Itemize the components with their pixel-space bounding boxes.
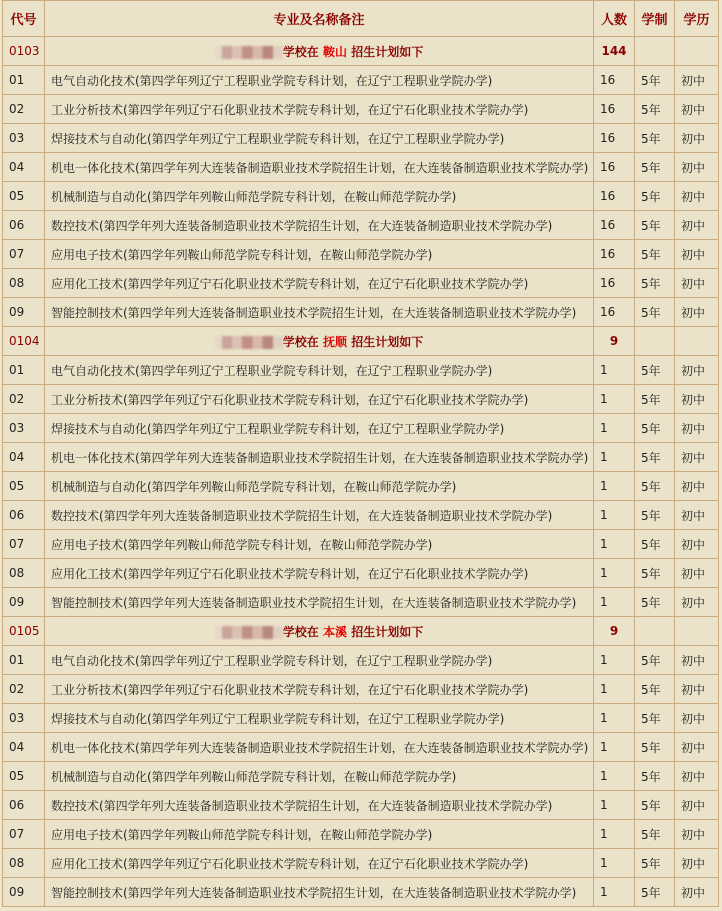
major-name: 应用电子技术(第四学年列鞍山师范学院专科计划，在鞍山师范学院办学)	[45, 820, 594, 849]
header-edu: 学历	[675, 1, 719, 37]
major-name: 智能控制技术(第四学年列大连装备制造职业技术学院招生计划，在大连装备制造职业技术学院办学)	[45, 588, 594, 617]
major-years: 5年	[635, 182, 675, 211]
table-row	[3, 530, 719, 559]
major-count: 1	[594, 414, 635, 443]
major-count: 16	[594, 95, 635, 124]
major-years: 5年	[635, 443, 675, 472]
major-edu: 初中	[675, 211, 719, 240]
major-years: 5年	[635, 153, 675, 182]
major-name: 工业分析技术(第四学年列辽宁石化职业技术学院专科计划，在辽宁石化职业技术学院办学)	[45, 385, 594, 414]
major-count: 1	[594, 704, 635, 733]
major-edu: 初中	[675, 820, 719, 849]
major-years: 5年	[635, 675, 675, 704]
major-code: 03	[3, 704, 45, 733]
major-count: 1	[594, 443, 635, 472]
major-edu: 初中	[675, 849, 719, 878]
major-edu: 初中	[675, 762, 719, 791]
table-row	[3, 443, 719, 472]
empty-cell	[675, 37, 719, 66]
major-years: 5年	[635, 501, 675, 530]
major-count: 16	[594, 211, 635, 240]
major-edu: 初中	[675, 95, 719, 124]
table-row	[3, 791, 719, 820]
major-count: 1	[594, 762, 635, 791]
group-prefix: 学校在	[282, 624, 319, 639]
table-row	[3, 124, 719, 153]
table-row	[3, 211, 719, 240]
major-code: 09	[3, 588, 45, 617]
major-edu: 初中	[675, 791, 719, 820]
major-code: 03	[3, 414, 45, 443]
group-suffix: 招生计划如下	[351, 624, 424, 639]
major-count: 1	[594, 820, 635, 849]
major-name: 工业分析技术(第四学年列辽宁石化职业技术学院专科计划，在辽宁石化职业技术学院办学)	[45, 95, 594, 124]
major-edu: 初中	[675, 530, 719, 559]
table-row	[3, 472, 719, 501]
major-years: 5年	[635, 124, 675, 153]
major-count: 1	[594, 588, 635, 617]
group-total: 9	[594, 327, 635, 356]
table-row	[3, 182, 719, 211]
major-years: 5年	[635, 646, 675, 675]
major-edu: 初中	[675, 124, 719, 153]
major-years: 5年	[635, 356, 675, 385]
major-name: 电气自动化技术(第四学年列辽宁工程职业学院专科计划，在辽宁工程职业学院办学)	[45, 66, 594, 95]
major-years: 5年	[635, 414, 675, 443]
header-row	[3, 1, 719, 37]
major-years: 5年	[635, 849, 675, 878]
major-code: 02	[3, 385, 45, 414]
major-name: 应用电子技术(第四学年列鞍山师范学院专科计划，在鞍山师范学院办学)	[45, 240, 594, 269]
major-code: 01	[3, 66, 45, 95]
major-code: 05	[3, 472, 45, 501]
major-count: 1	[594, 878, 635, 907]
major-edu: 初中	[675, 414, 719, 443]
major-count: 1	[594, 646, 635, 675]
major-code: 03	[3, 124, 45, 153]
major-years: 5年	[635, 820, 675, 849]
major-years: 5年	[635, 559, 675, 588]
major-years: 5年	[635, 211, 675, 240]
table-row	[3, 385, 719, 414]
major-count: 1	[594, 733, 635, 762]
table-row	[3, 559, 719, 588]
major-code: 04	[3, 733, 45, 762]
table-row	[3, 298, 719, 327]
empty-cell	[635, 327, 675, 356]
table-row	[3, 646, 719, 675]
major-name: 机电一体化技术(第四学年列大连装备制造职业技术学院招生计划，在大连装备制造职业技术学院办学)	[45, 443, 594, 472]
header-count: 人数	[594, 1, 635, 37]
major-edu: 初中	[675, 675, 719, 704]
table-row	[3, 675, 719, 704]
major-name: 机械制造与自动化(第四学年列鞍山师范学院专科计划，在鞍山师范学院办学)	[45, 762, 594, 791]
major-edu: 初中	[675, 588, 719, 617]
major-edu: 初中	[675, 66, 719, 95]
major-years: 5年	[635, 385, 675, 414]
major-code: 06	[3, 501, 45, 530]
major-name: 应用化工技术(第四学年列辽宁石化职业技术学院专科计划，在辽宁石化职业技术学院办学)	[45, 559, 594, 588]
major-edu: 初中	[675, 646, 719, 675]
table-row	[3, 153, 719, 182]
major-name: 机械制造与自动化(第四学年列鞍山师范学院专科计划，在鞍山师范学院办学)	[45, 182, 594, 211]
group-total: 144	[594, 37, 635, 66]
redacted-school-name	[215, 46, 283, 59]
major-code: 08	[3, 849, 45, 878]
enrollment-table	[2, 0, 719, 907]
group-suffix: 招生计划如下	[351, 44, 424, 59]
major-edu: 初中	[675, 385, 719, 414]
group-title	[45, 617, 594, 646]
major-name: 机电一体化技术(第四学年列大连装备制造职业技术学院招生计划，在大连装备制造职业技术学院办学)	[45, 733, 594, 762]
major-code: 09	[3, 298, 45, 327]
group-code: 0103	[3, 37, 45, 66]
major-edu: 初中	[675, 182, 719, 211]
major-edu: 初中	[675, 501, 719, 530]
major-code: 05	[3, 182, 45, 211]
major-name: 机电一体化技术(第四学年列大连装备制造职业技术学院招生计划，在大连装备制造职业技术学院办学)	[45, 153, 594, 182]
major-name: 机械制造与自动化(第四学年列鞍山师范学院专科计划，在鞍山师范学院办学)	[45, 472, 594, 501]
major-code: 05	[3, 762, 45, 791]
table-row	[3, 240, 719, 269]
major-count: 1	[594, 791, 635, 820]
major-edu: 初中	[675, 356, 719, 385]
empty-cell	[635, 617, 675, 646]
major-edu: 初中	[675, 472, 719, 501]
major-count: 1	[594, 356, 635, 385]
major-years: 5年	[635, 791, 675, 820]
major-code: 01	[3, 356, 45, 385]
major-count: 1	[594, 472, 635, 501]
major-edu: 初中	[675, 443, 719, 472]
major-years: 5年	[635, 530, 675, 559]
major-years: 5年	[635, 878, 675, 907]
major-edu: 初中	[675, 733, 719, 762]
header-years: 学制	[635, 1, 675, 37]
table-row	[3, 95, 719, 124]
major-years: 5年	[635, 95, 675, 124]
major-code: 07	[3, 820, 45, 849]
major-count: 16	[594, 153, 635, 182]
major-years: 5年	[635, 588, 675, 617]
major-years: 5年	[635, 240, 675, 269]
header-code: 代号	[3, 1, 45, 37]
redacted-school-name	[215, 336, 283, 349]
major-count: 1	[594, 559, 635, 588]
major-count: 16	[594, 240, 635, 269]
major-count: 1	[594, 675, 635, 704]
major-edu: 初中	[675, 704, 719, 733]
major-edu: 初中	[675, 298, 719, 327]
major-code: 04	[3, 443, 45, 472]
group-row	[3, 327, 719, 356]
table-row	[3, 762, 719, 791]
table-row	[3, 820, 719, 849]
major-code: 02	[3, 675, 45, 704]
major-name: 数控技术(第四学年列大连装备制造职业技术学院招生计划，在大连装备制造职业技术学院办学)	[45, 501, 594, 530]
major-name: 应用化工技术(第四学年列辽宁石化职业技术学院专科计划，在辽宁石化职业技术学院办学)	[45, 269, 594, 298]
major-edu: 初中	[675, 559, 719, 588]
empty-cell	[635, 37, 675, 66]
group-row	[3, 617, 719, 646]
major-count: 16	[594, 66, 635, 95]
group-total: 9	[594, 617, 635, 646]
major-count: 16	[594, 182, 635, 211]
group-prefix: 学校在	[282, 334, 319, 349]
table-row	[3, 356, 719, 385]
major-edu: 初中	[675, 878, 719, 907]
major-count: 1	[594, 385, 635, 414]
major-years: 5年	[635, 704, 675, 733]
table-row	[3, 849, 719, 878]
major-years: 5年	[635, 298, 675, 327]
major-code: 07	[3, 240, 45, 269]
major-name: 工业分析技术(第四学年列辽宁石化职业技术学院专科计划，在辽宁石化职业技术学院办学)	[45, 675, 594, 704]
group-suffix: 招生计划如下	[351, 334, 424, 349]
major-name: 焊接技术与自动化(第四学年列辽宁工程职业学院专科计划，在辽宁工程职业学院办学)	[45, 704, 594, 733]
major-edu: 初中	[675, 269, 719, 298]
major-years: 5年	[635, 733, 675, 762]
table-row	[3, 878, 719, 907]
group-city: 抚顺	[322, 334, 347, 349]
group-code: 0104	[3, 327, 45, 356]
group-city: 鞍山	[322, 44, 347, 59]
group-row	[3, 37, 719, 66]
major-code: 08	[3, 269, 45, 298]
major-name: 焊接技术与自动化(第四学年列辽宁工程职业学院专科计划，在辽宁工程职业学院办学)	[45, 124, 594, 153]
major-code: 07	[3, 530, 45, 559]
major-code: 02	[3, 95, 45, 124]
major-name: 智能控制技术(第四学年列大连装备制造职业技术学院招生计划，在大连装备制造职业技术学院办学)	[45, 878, 594, 907]
major-name: 焊接技术与自动化(第四学年列辽宁工程职业学院专科计划，在辽宁工程职业学院办学)	[45, 414, 594, 443]
empty-cell	[675, 617, 719, 646]
major-years: 5年	[635, 762, 675, 791]
table-row	[3, 414, 719, 443]
table-row	[3, 269, 719, 298]
major-name: 应用化工技术(第四学年列辽宁石化职业技术学院专科计划，在辽宁石化职业技术学院办学)	[45, 849, 594, 878]
major-name: 电气自动化技术(第四学年列辽宁工程职业学院专科计划，在辽宁工程职业学院办学)	[45, 356, 594, 385]
redacted-school-name	[215, 626, 283, 639]
group-city: 本溪	[322, 624, 347, 639]
group-code: 0105	[3, 617, 45, 646]
major-years: 5年	[635, 269, 675, 298]
group-title	[45, 37, 594, 66]
table-row	[3, 66, 719, 95]
major-name: 数控技术(第四学年列大连装备制造职业技术学院招生计划，在大连装备制造职业技术学院办学)	[45, 791, 594, 820]
major-count: 1	[594, 530, 635, 559]
major-count: 16	[594, 269, 635, 298]
group-title	[45, 327, 594, 356]
major-edu: 初中	[675, 240, 719, 269]
major-code: 06	[3, 791, 45, 820]
table-row	[3, 501, 719, 530]
major-edu: 初中	[675, 153, 719, 182]
major-years: 5年	[635, 472, 675, 501]
table-row	[3, 733, 719, 762]
group-prefix: 学校在	[282, 44, 319, 59]
table-row	[3, 704, 719, 733]
table-row	[3, 588, 719, 617]
major-count: 1	[594, 501, 635, 530]
major-code: 09	[3, 878, 45, 907]
major-count: 16	[594, 298, 635, 327]
major-code: 04	[3, 153, 45, 182]
major-code: 06	[3, 211, 45, 240]
major-code: 08	[3, 559, 45, 588]
major-name: 应用电子技术(第四学年列鞍山师范学院专科计划，在鞍山师范学院办学)	[45, 530, 594, 559]
major-count: 16	[594, 124, 635, 153]
header-name: 专业及名称备注	[45, 1, 594, 37]
major-name: 数控技术(第四学年列大连装备制造职业技术学院招生计划，在大连装备制造职业技术学院办学)	[45, 211, 594, 240]
major-name: 智能控制技术(第四学年列大连装备制造职业技术学院招生计划，在大连装备制造职业技术学院办学)	[45, 298, 594, 327]
empty-cell	[675, 327, 719, 356]
major-name: 电气自动化技术(第四学年列辽宁工程职业学院专科计划，在辽宁工程职业学院办学)	[45, 646, 594, 675]
major-code: 01	[3, 646, 45, 675]
major-count: 1	[594, 849, 635, 878]
major-years: 5年	[635, 66, 675, 95]
